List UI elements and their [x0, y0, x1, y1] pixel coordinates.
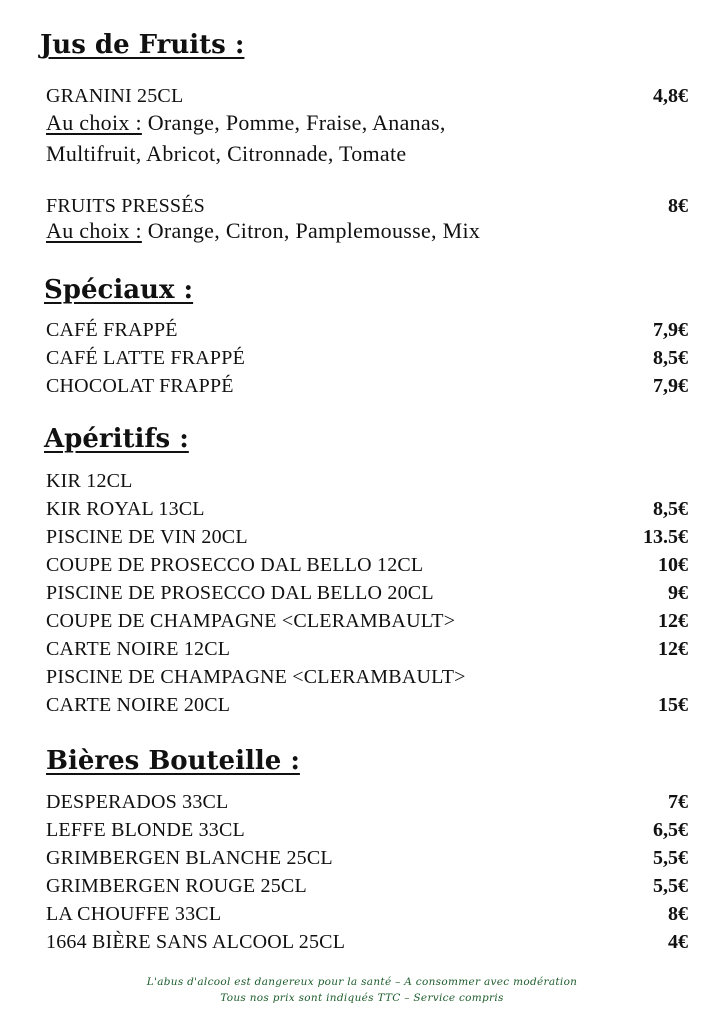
item-price: 5,5€ — [653, 847, 688, 869]
menu-item-granini — [46, 82, 688, 110]
granini-choices — [46, 109, 446, 137]
item-name: CARTE NOIRE 20CL — [46, 694, 231, 716]
menu-item — [46, 607, 688, 635]
item-price: 8,5€ — [653, 347, 688, 369]
menu-item — [46, 816, 688, 844]
item-name: KIR ROYAL 13CL — [46, 498, 205, 520]
item-price: 7,9€ — [653, 375, 688, 397]
menu-item — [46, 467, 688, 495]
item-name: GRIMBERGEN ROUGE 25CL — [46, 875, 307, 897]
item-name: DESPERADOS 33CL — [46, 791, 229, 813]
item-price: 12€ — [658, 610, 688, 632]
item-price: 8€ — [668, 903, 688, 925]
item-name: PISCINE DE VIN 20CL — [46, 526, 248, 548]
item-price: 10€ — [658, 554, 688, 576]
item-name: GRIMBERGEN BLANCHE 25CL — [46, 847, 333, 869]
item-name: CHOCOLAT FRAPPÉ — [46, 375, 234, 397]
footer-alcohol-warning: L'abus d'alcool est dangereux pour la santé – A consommer avec modération — [146, 976, 578, 988]
menu-item — [46, 900, 688, 928]
menu-item — [46, 928, 688, 956]
menu-item — [46, 844, 688, 872]
choice-options: Orange, Pomme, Fraise, Ananas, — [141, 110, 446, 135]
item-price: 8€ — [668, 195, 688, 217]
choice-label: Au choix : — [46, 110, 142, 135]
item-name: COUPE DE CHAMPAGNE <CLERAMBAULT> — [46, 610, 456, 632]
item-name: CARTE NOIRE 12CL — [46, 638, 231, 660]
section-title-bieres-bouteille: Bières Bouteille : — [46, 746, 300, 776]
item-name: PISCINE DE PROSECCO DAL BELLO 20CL — [46, 582, 434, 604]
item-name: FRUITS PRESSÉS — [46, 195, 205, 217]
footer-prices-note: Tous nos prix sont indiqués TTC – Service compris — [220, 992, 504, 1004]
item-price: 15€ — [658, 694, 688, 716]
menu-item — [46, 691, 688, 719]
menu-item — [46, 344, 688, 372]
item-price: 7,9€ — [653, 319, 688, 341]
item-name: 1664 BIÈRE SANS ALCOOL 25CL — [46, 931, 346, 953]
item-name: KIR 12CL — [46, 470, 133, 492]
menu-item — [46, 663, 688, 691]
item-name: LA CHOUFFE 33CL — [46, 903, 222, 925]
item-name: COUPE DE PROSECCO DAL BELLO 12CL — [46, 554, 424, 576]
item-price: 4,8€ — [653, 85, 688, 107]
item-price: 7€ — [668, 791, 688, 813]
item-price: 4€ — [668, 931, 688, 953]
item-name: CAFÉ LATTE FRAPPÉ — [46, 347, 245, 369]
menu-item-fruits-presses — [46, 192, 688, 220]
item-price: 6,5€ — [653, 819, 688, 841]
item-price: 8,5€ — [653, 498, 688, 520]
menu-item — [46, 523, 688, 551]
menu-item — [46, 495, 688, 523]
item-name: CAFÉ FRAPPÉ — [46, 319, 178, 341]
menu-item — [46, 872, 688, 900]
section-title-speciaux: Spéciaux : — [44, 275, 194, 305]
item-price: 9€ — [668, 582, 688, 604]
menu-item — [46, 316, 688, 344]
choice-options: Orange, Citron, Pamplemousse, Mix — [141, 218, 481, 243]
menu-item — [46, 579, 688, 607]
item-price: 12€ — [658, 638, 688, 660]
choice-label: Au choix : — [46, 218, 142, 243]
section-title-jus-de-fruits: Jus de Fruits : — [40, 30, 245, 60]
menu-item — [46, 635, 688, 663]
section-title-aperitifs: Apéritifs : — [44, 424, 189, 454]
item-price: 13.5€ — [643, 526, 688, 548]
menu-item — [46, 788, 688, 816]
item-name: PISCINE DE CHAMPAGNE <CLERAMBAULT> — [46, 666, 466, 688]
menu-item — [46, 372, 688, 400]
item-price: 5,5€ — [653, 875, 688, 897]
item-name: GRANINI 25CL — [46, 85, 184, 107]
presses-choices — [46, 217, 480, 245]
menu-item — [46, 551, 688, 579]
item-name: LEFFE BLONDE 33CL — [46, 819, 245, 841]
granini-choices-continued: Multifruit, Abricot, Citronnade, Tomate — [46, 141, 407, 166]
